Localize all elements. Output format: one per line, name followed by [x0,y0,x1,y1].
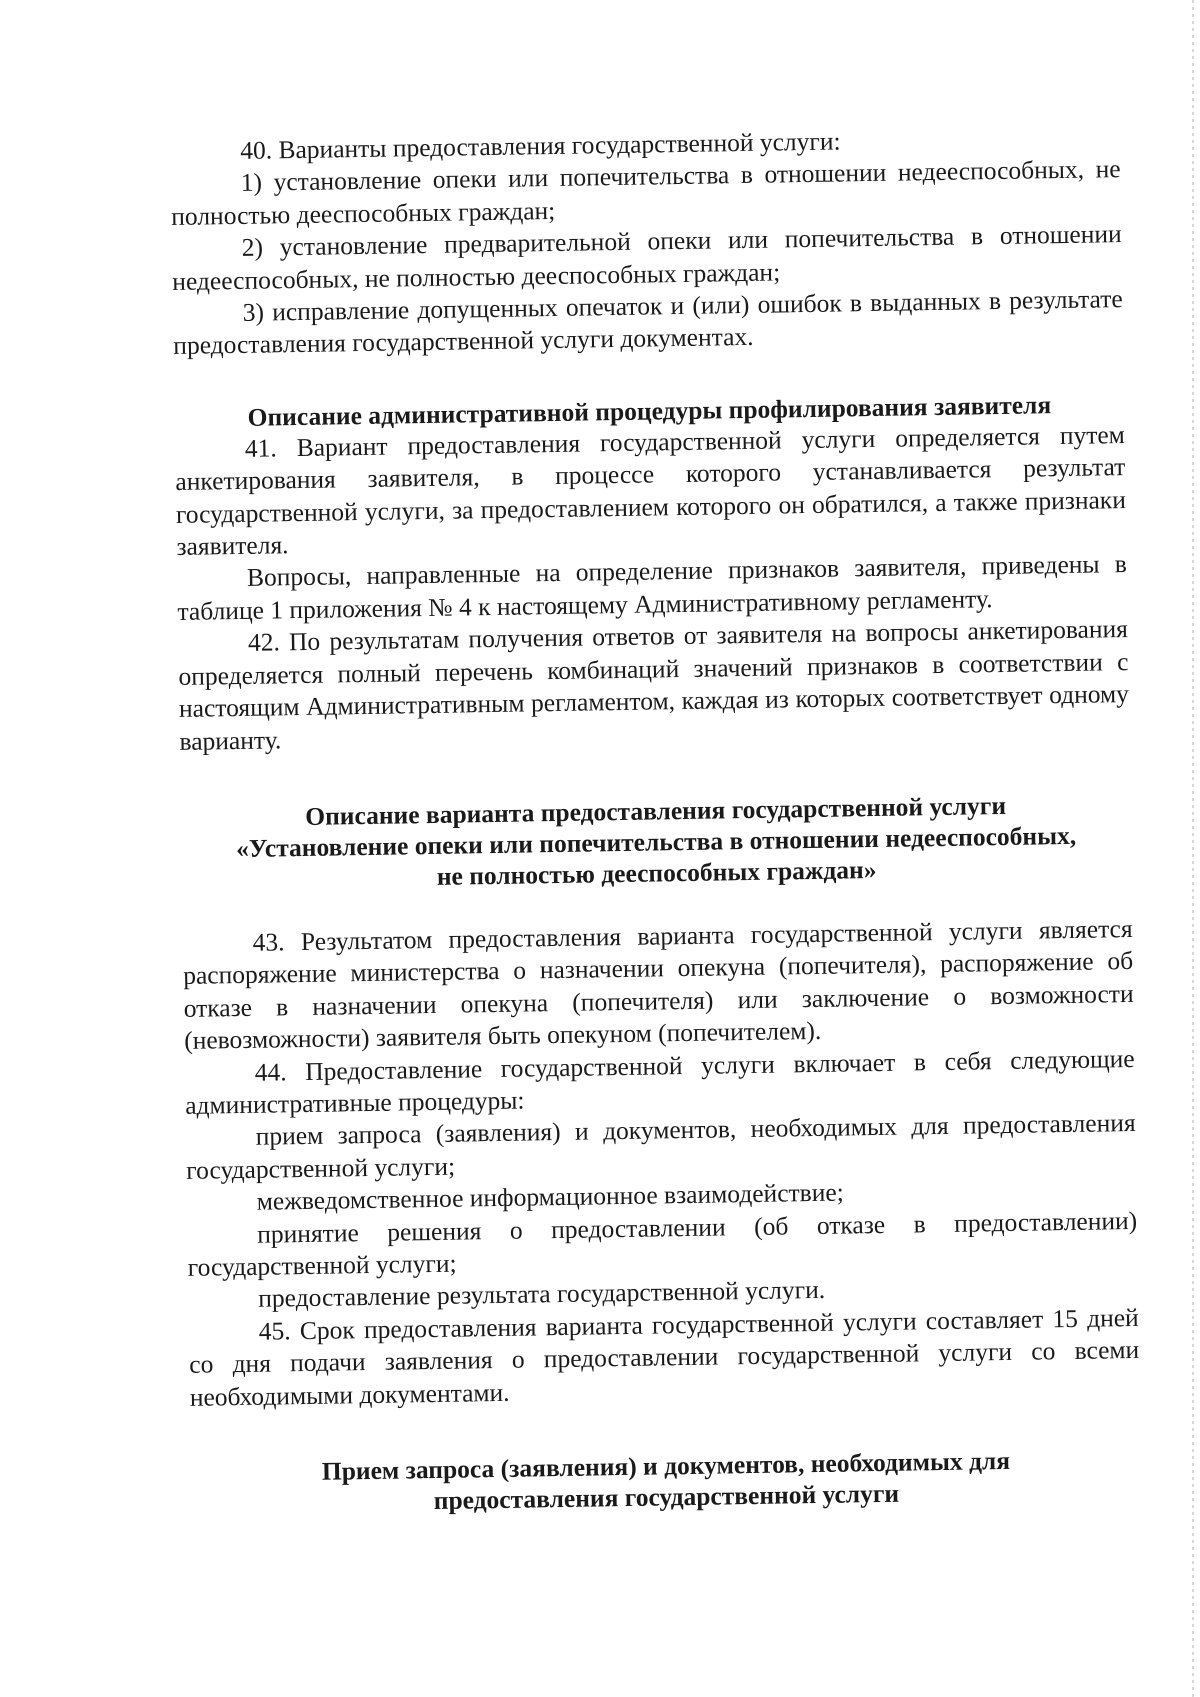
paragraph-41-questions: Вопросы, направленные на определение признаков заявителя, приведены в таблице 1 приложения № 4 к настоящему Административному регламенту. [177,549,1128,626]
heading-variant-line-3: не полностью дееспособных граждан» [436,854,877,891]
paragraph-41: 41. Вариант предоставления государственной услуги определяется путем анкетирования заявителя, в процессе которого устанавливается результат государственной услуги, за предоставлением которого он обратился, а также признаки заявителя. [175,419,1127,562]
document-body [170,121,1142,1520]
paragraph-44-item-3: принятие решения о предоставлении (об отказе в предоставлении) государственной услуги; [187,1205,1138,1282]
heading-reception-line-1: Прием запроса (заявления) и документов, необходимых для [321,1445,1011,1486]
paragraph-44: 44. Предоставление государственной услуги включает в себя следующие административные процедуры: [184,1043,1135,1120]
heading-profiling-procedure: Описание административной процедуры профилирования заявителя [247,390,1052,432]
paragraph-44-item-4: предоставление результата государственной услуги. [258,1275,826,1314]
paragraph-43: 43. Результатом предоставления варианта государственной услуги является распоряжение министерства о назначении опекуна (попечителя), распоряжение об отказе в назначении опекуна (попечителя) или заключение о возможности (невозможности) заявителя быть опекуном (попечителем). [182,913,1134,1056]
paragraph-40: 40. Варианты предоставления государственной услуги: [240,126,841,165]
paragraph-40-item-2: 2) установление предварительной опеки или попечительства в отношении недееспособных, не полностью дееспособных граждан; [172,219,1122,296]
heading-reception-line-2: предоставления государственной услуги [433,1478,900,1516]
paragraph-44-item-2: межведомственное информационное взаимодействие; [256,1177,844,1216]
paragraph-40-item-1: 1) установление опеки или попечительства в отношении недееспособных, не полностью дееспособных граждан; [171,154,1121,231]
paragraph-44-item-1: прием запроса (заявления) и документов, необходимых для предоставления государственной услуги; [186,1108,1136,1185]
paragraph-42: 42. По результатам получения ответов от заявителя на вопросы анкетирования определяется полный перечень комбинаций значений признаков в соответствии с настоящим Административным регламентом, каждая из которых соответствует одному варианту. [178,614,1130,756]
scan-edge-artifact [1192,0,1194,1697]
paragraph-40-item-3: 3) исправление допущенных опечаток и (или) ошибок в выданных в результате предоставления государственной услуги документах. [173,284,1123,361]
paragraph-45: 45. Срок предоставления варианта государственной услуги составляет 15 дней со дня подачи заявления о предоставлении государственной услуги со всеми необходимыми документами. [189,1302,1140,1412]
heading-variant-line-1: Описание варианта предоставления государственной услуги [305,790,1007,831]
heading-variant-line-2: «Установление опеки или попечительства в отношении недееспособных, [235,820,1077,863]
